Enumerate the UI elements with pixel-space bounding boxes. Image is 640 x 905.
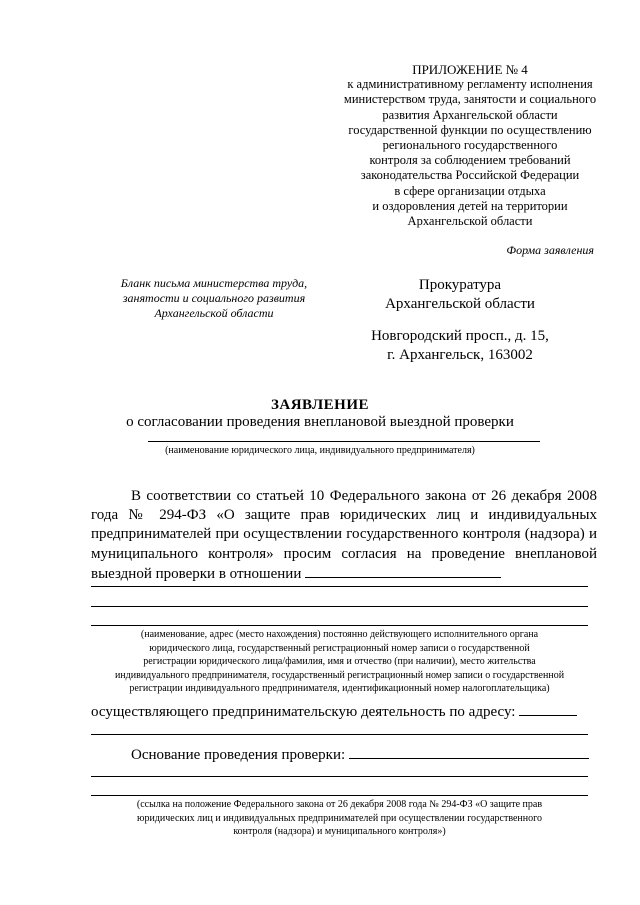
basis-label: Основание проведения проверки: [131, 747, 346, 763]
target-hint-line: регистрации индивидуального предпринимателя, идентификационный номер налогоплательщика) [129, 683, 550, 694]
form-label: Форма заявления [506, 243, 594, 257]
activity-row [91, 702, 577, 721]
target-line-2[interactable] [91, 586, 588, 587]
appendix-line: государственной функции по осуществлению [348, 122, 592, 137]
addressee-block [360, 276, 560, 365]
addressee-name: Архангельской области [385, 296, 535, 312]
appendix-line: регионального государственного [382, 138, 558, 153]
target-hint-line: индивидуального предпринимателя, государственный регистрационный номер записи о государственной [114, 669, 565, 681]
addressee-address: Новгородский просп., д. 15, [371, 328, 549, 344]
addressee-address: г. Архангельск, 163002 [387, 347, 533, 363]
entity-name-field[interactable] [148, 441, 540, 442]
appendix-line: в сфере организации отдыха [394, 183, 546, 198]
letterhead-line: Архангельской области [154, 306, 274, 320]
appendix-title: ПРИЛОЖЕНИЕ № 4 [412, 62, 528, 77]
appendix-line: контроля за соблюдением требований [369, 153, 571, 168]
target-hint-line: юридического лица, государственный регистрационный номер записи о государственной [149, 642, 530, 654]
appendix-line: министерством труда, занятости и социального [343, 92, 597, 107]
appendix-line: развития Архангельской области [382, 107, 558, 122]
basis-hint [91, 798, 588, 839]
basis-field[interactable] [349, 745, 589, 759]
target-hint [91, 628, 588, 696]
appendix-header [320, 62, 620, 229]
activity-label: осуществляющего предпринимательскую деятельность по адресу: [91, 704, 516, 720]
inspection-target-field[interactable] [305, 564, 501, 578]
appendix-line: Архангельской области [407, 214, 533, 229]
target-hint-line: (наименование, адрес (место нахождения) постоянно действующего исполнительного органа [140, 629, 539, 640]
document-title: ЗАЯВЛЕНИЕ [270, 397, 370, 413]
target-line-4[interactable] [91, 625, 588, 626]
document-subtitle: о согласовании проведения внеплановой выездной проверки [126, 414, 514, 430]
basis-line-2[interactable] [91, 776, 588, 777]
activity-address-field[interactable] [519, 702, 577, 716]
body-text: В соответствии со статьей 10 Федерального закона от 26 декабря 2008 года № 294-ФЗ «О защите прав юридических лиц и индивидуальных предпринимателей при осуществлении государственного контроля (надзора) и муниципального контроля» просим согласия на проведение внеплановой выездной проверки в отношении [91, 488, 597, 582]
addressee-name: Прокуратура [418, 277, 502, 293]
activity-address-line-2[interactable] [91, 734, 588, 735]
appendix-line: законодательства Российской Федерации [360, 168, 580, 183]
basis-hint-line: (ссылка на положение Федерального закона от 26 декабря 2008 года № 294-ФЗ «О защите прав [136, 799, 543, 810]
basis-hint-line: юридических лиц и индивидуальных предпринимателей при осуществлении государственного [137, 812, 542, 824]
appendix-line: и оздоровления детей на территории [372, 198, 568, 213]
basis-row [131, 745, 589, 764]
letterhead-line: занятости и социального развития [122, 291, 306, 305]
letterhead-line: Бланк письма министерства труда, [120, 276, 308, 290]
letterhead-placeholder [96, 276, 332, 321]
body-paragraph [91, 487, 597, 584]
basis-hint-line: контроля (надзора) и муниципального контроля») [233, 826, 446, 837]
entity-name-hint: (наименование юридического лица, индивидуального предпринимателя) [165, 445, 475, 456]
basis-line-3[interactable] [91, 795, 588, 796]
target-hint-line: регистрации юридического лица/фамилия, имя и отчество (при наличии), место жительства [143, 656, 536, 667]
target-line-3[interactable] [91, 606, 588, 607]
appendix-line: к административному регламенту исполнения [347, 77, 593, 92]
